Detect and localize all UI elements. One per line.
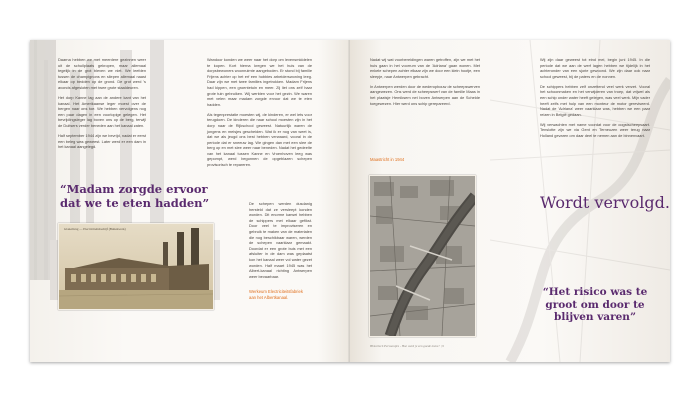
paragraph: Wij verwachten met name voordat voor de oogstscheepvaart. Tenslotte zijn we via Gent en Terneuzen weer terug naar Holland gevaren om daar deel te nemen aan de binnenvaart. [540, 121, 650, 138]
paragraph: Als tegenprestatie moesten wij, de kinderen, er wel iets voor terugdoen. De kinderen die naar school moesten zijn in het dorp naar de Rijkschool geweest. Natuurlijk waren de jongens en meisjes gescheiden. Wat ik er nog van weet is, dat we als jeugd ons best hebben verwaard, vooral in de periode dat er sneeuw lag. We gingen dan met een slee de berg op en met slee weer naar beneden. Nadat het gedeelte van het kanaal tussen Kanne en Vroenhoven leeg was gepompt, werd begonnen de opgeblazen schepen provisorisch te repareren. [207, 111, 312, 168]
map-caption: Maastricht in 1944 [370, 157, 405, 162]
photo-caption-orange: Werkeum Electriciteitsfabriek aan het Albertkanaal. [249, 289, 303, 300]
right-column-1 [370, 57, 480, 111]
aerial-map-image [370, 176, 475, 336]
right-page [350, 40, 670, 362]
left-column-3 [249, 201, 312, 284]
paragraph: Wandoor konden we weer naar het dorp om levensmiddelen te kopen. Kort hierna kregen we het huis van de dorpsbewoners woonruimte aangeboden. Er stond bij familie Frijens achter op het erf een hobbies arbeiderswoning leeg. Daar zijn we met twee families ingetrokken. Madam Frijens had kippen, een groentetuin en meer. Zij liet ons zelf haar grote tuin gebruiken. Wij werkten voor het gezin. We waren met velen maar madam zorgde ervoor dat we te eten hadden. [207, 57, 312, 107]
right-column-2 [540, 57, 650, 143]
page-footnote: Historisch Persoontjes - Hoe werd je een goede mens? | 9 [370, 344, 444, 348]
paragraph: Half september 1944 zijn we bevrijd, nadat er eerst een beleg was geweest. Later werd er een dam in het kanaal aangelegd. [58, 132, 146, 150]
factory-photo [58, 223, 214, 310]
pull-quote: “Het risico was te groot om door te blijven varen” [542, 286, 648, 324]
pull-quote: “Madam zorgde ervoor dat we te eten hadden” [60, 182, 210, 210]
paragraph: In Antwerpen werden door de wederopbouw de scheepswerven aangewezen. Ons werd de scheepswerf van de familie Maas in het plaatsje Hemiksem net boven Antwerpen aan de Schelde toegewezen. Hier werd ons schip gerepareerd. [370, 83, 480, 106]
paragraph: Wij zijn daar geweest tot eind mei, begin juni 1945. In die periode dat we aan de werf lagen hebben we tijdelijk in het achteronder van een sjorie gewoond. We zijn daar ook naar school geweest, bij de paters en de nonnen. [540, 57, 650, 79]
aerial-map-photo [369, 175, 476, 337]
book-spread [30, 40, 670, 362]
paragraph: Nadat wij wat voorbereidingen waren getroffen, zijn we met het huis gaan in het voorrum van de 'Adriana' gaan wonen. Met enkele schepen achter elkaar zijn we door een klein hootje, een sleepje, naar Antwerpen gebracht. [370, 57, 480, 79]
left-column-1 [58, 57, 146, 154]
continued-heading: Wordt vervolgd. [540, 193, 670, 212]
left-column-2 [207, 57, 312, 172]
paragraph: De schepen werden dusdanig hersteld dat ze versleept konden worden. Dit enorme karwei hebben de schippers met elkaar gefikst. Door veel te improviseren en gebruik te maken van de materialen die nog beschikbaar waren, werden de schepen vaarklaar gemaakt. Doordat er een grote buis met een afsluiter in de dam was geplaatst kon het kanaal weer vol water gezet worden. Half maart 1945 was het Albert-kanaal richting Antwerpen weer bevaarbaar. [249, 201, 312, 279]
factory-photo-image [59, 224, 213, 309]
left-page [30, 40, 350, 362]
paragraph: De schippers hebben zelf onzettend veel werk verzet. Vooral het schoonmaken en het verwijderen van troep, dat vrijwel als een schip onder water heeft gelegen, was veel werk. Mijn vader heeft zelfs met hulp van een monteur de motor gereviseerd. Nadat de 'Adriana' weer vaarklaar was, hebben we een paar reizen in België gedaan. [540, 83, 650, 117]
paragraph: Het dorp Kanne lag aan de andere kant van het kanaal. Het Amerikaanse leger moest over de bergen naar ons toe. We hebben vervolgens nog een paar dagen in een voorlopige gelegen. Het bevrijdingsleger lag boven ons op de berg, terwijl de Duitsers verder beneden aan het kanaal zaten. [58, 94, 146, 128]
photo-caption: Glanerbrug — Electriciteitsbedrijf (Buitenwerk) [64, 227, 126, 231]
paragraph: Daarna hebben we met meerdere gezinnen weer uit de schuilplaats gekropen, maar allemaal tegelijk in de grot bleven we niet. We leefden tussen de champignons en sliepen allemaal naast elkaar op bedden op de grond. De grot werd 's avonds afgesloten met twee grote staaldeuren. [58, 57, 146, 90]
